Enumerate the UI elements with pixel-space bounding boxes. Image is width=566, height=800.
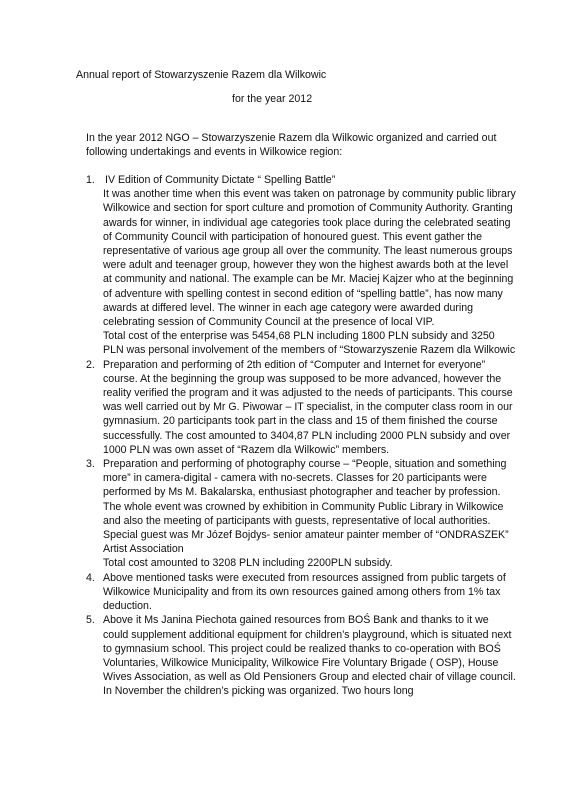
list-item-paragraph: It was another time when this event was taken on patronage by community public library Wilkowice and section for sport culture and promotion of Community Authority. Granting awards for winner, in individual age categories took place during the celebrated seating of Community Council with participation of honoured guest. This event gather the representative of various age group all over the community. The least numerous groups were adult and teenager group, however they won the highest awards both at the level at community and national. The example can be Mr. Maciej Kajzer who at the beginning of adventure with spelling contest in second edition of “spelling battle”, has now many awards at differed level. The winner in each age category were awarded during celebrating session of Community Council at the presence of local VIP. <box>103 188 516 329</box>
list-item-number: 2. <box>86 358 95 371</box>
list-item-heading: Above mentioned tasks were executed from resources assigned from public targets of Wilkowice Municipality and from its own resources gained among others from 1% tax deduction. <box>103 571 506 613</box>
document-title: Annual report of Stowarzyszenie Razem dla Wilkowic <box>76 69 327 81</box>
list-item <box>86 613 516 698</box>
list-item-heading: IV Edition of Community Dictate “ Spelling Battle” <box>105 174 336 186</box>
list-item-paragraph: Total cost amounted to 3208 PLN including 2200PLN subsidy. <box>103 557 393 570</box>
list-item-heading: Preparation and performing of 2th edition of “Computer and Internet for everyone” course. At the beginning the group was supposed to be more advanced, however the reality verified the program and it was adjusted to the needs of participants. This course was well carried out by Mr G. Piwowar – IT specialist, in the computer class room in our gymnasium. 20 participants took part in the class and 15 of them finished the course successfully. The cost amounted to 3404,87 PLN including 2000 PLN subsidy and over 1000 PLN was own asset of “Razem dla Wilkowic” members. <box>103 358 513 456</box>
list-item <box>86 358 516 457</box>
list-item-heading: Above it Ms Janina Piechota gained resources from BOŚ Bank and thanks to it we could supplement additional equipment for children’s playground, which is situated next to gymnasium school. This project could be realized thanks to co-operation with BOŚ Voluntaries, Wilkowice Municipality, Wilkowice Fire Voluntary Brigade ( OSP), House Wives Association, as well as Old Pensioners Group and elected chair of village council. In November the children’s picking was organized. Two hours long <box>103 614 516 698</box>
list-item-heading: Preparation and performing of photography course – “People, situation and something more” in camera-digital - camera with no-secrets. Classes for 20 participants were performed by Ms M. Bakalarska, enthusiast photographer and teacher by profession. The whole event was crowned by exhibition in Community Public Library in Wilkowice and also the meeting of participants with guests, representative of local authorities. Special guest was Mr Józef Bojdys- senior amateur painter member of “ONDRASZEK” Artist Association <box>103 458 509 556</box>
intro-paragraph: In the year 2012 NGO – Stowarzyszenie Razem dla Wilkowic organized and carried out following undertakings and events in Wilkowice region: <box>86 132 497 159</box>
document-subtitle: for the year 2012 <box>232 93 313 105</box>
list-item <box>86 173 516 358</box>
undertakings-list <box>86 173 516 699</box>
list-item-number: 4. <box>86 571 95 584</box>
list-item-number: 5. <box>86 614 95 627</box>
list-item-number: 3. <box>86 458 95 471</box>
list-item <box>86 457 516 571</box>
list-item <box>86 571 516 614</box>
list-item-paragraph: Total cost of the enterprise was 5454,68 PLN including 1800 PLN subsidy and 3250 PLN was personal involvement of the members of “Stowarzyszenie Razem dla Wilkowic <box>103 330 516 357</box>
list-item-number: 1. <box>86 174 95 186</box>
